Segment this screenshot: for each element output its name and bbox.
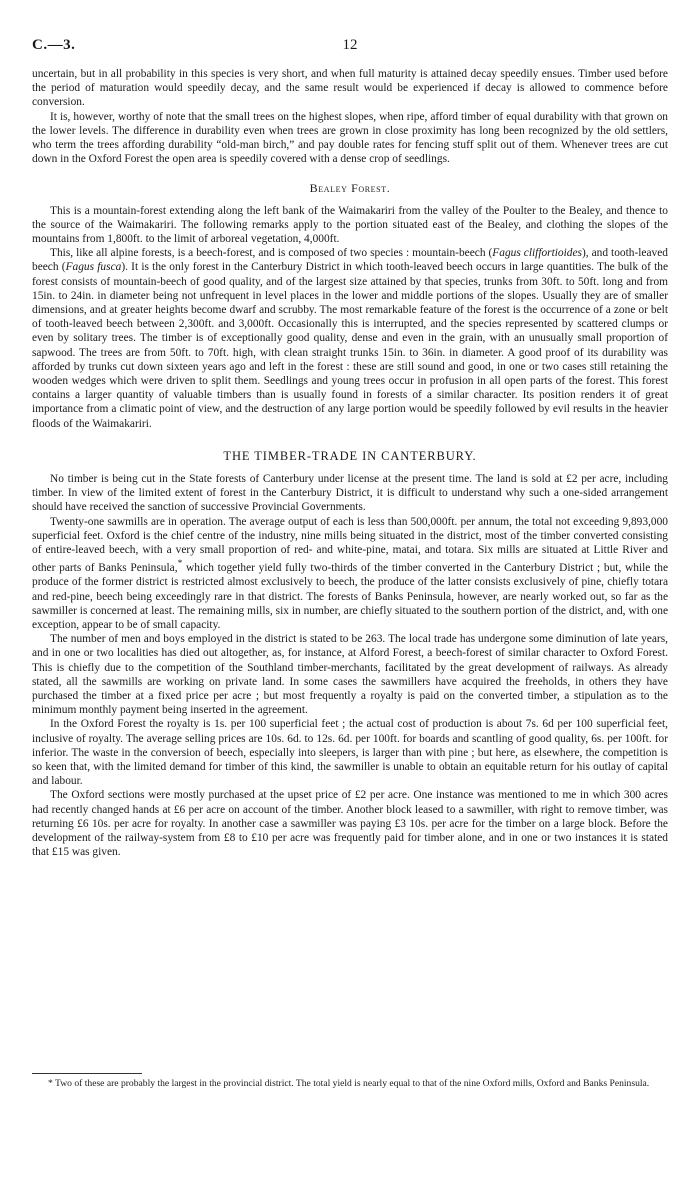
document-reference: C.—3.	[32, 37, 76, 53]
species-name: Fagus cliffortioides	[492, 247, 582, 260]
section-heading-bealey-forest: Bealey Forest.	[309, 181, 391, 196]
page-header	[32, 38, 668, 58]
paragraph: In the Oxford Forest the royalty is 1s. per 100 superficial feet ; the actual cost of production is about 7s. 6d per 100 superficial feet, inclusive of royalty. The average selling prices are 10s. 6d. to 12s. 6d. per 100ft. for boards and scantling of good quality, 6s. per 100ft. for inferior. The waste in the conversion of beech, especially into sleepers, is larger than with pine ; but here, as elsewhere, the competition is so keen that, with the limited demand for timber of this kind, the sawmiller is unable to obtain an equitable return for his outlay of capital and labour.	[32, 718, 668, 788]
footnote: * Two of these are probably the largest in the provincial district. The total yield is nearly equal to that of the nine Oxford mills, Oxford and Banks Peninsula.	[48, 1078, 650, 1089]
paragraph: No timber is being cut in the State forests of Canterbury under license at the present time. The land is sold at £2 per acre, including timber. In view of the limited extent of forest in the Canterbury District, it is difficult to understand why such a one-sided arrangement should have received the sanction of successive Provincial Governments.	[32, 473, 668, 514]
text-run: ), and tooth-leaved beech (	[32, 247, 668, 274]
text-run: Twenty-one sawmills are in operation. The average output of each is less than 500,000ft. per annum, the total not exceeding 9,893,000 superficial feet. Oxford is the chief centre of the industry, nine mills being situated in the district, most of the timber converted consisting of entire-leaved beech, with a very small proportion of red- and white-pine, matai, and totara. Six mills are situated at Little River and other parts of Banks Peninsula,	[32, 515, 668, 575]
paragraph: It is, however, worthy of note that the small trees on the highest slopes, when ripe, afford timber of equal durability with that grown on the lower levels. The difference in durability even when trees are grown in close proximity has long been recognized by the old settlers, who term the trees affording durability “old-man birch,” and pay double rates for fencing stuff split out of them. Whenever trees are cut down in the Oxford Forest the open area is speedily covered with a dense crop of seedlings.	[32, 110, 668, 166]
paragraph-species	[32, 246, 668, 431]
page-number: 12	[342, 37, 358, 53]
paragraph-sawmills	[32, 515, 668, 632]
paragraph: This is a mountain-forest extending along the left bank of the Waimakariri from the valley of the Poulter to the Bealey, and thence to the source of the Waimakariri. The following remarks apply to the portion situated east of the Bealey, and clothing the slopes of the mountains from 1,800ft. to the limit of arboreal vegetation, 4,000ft.	[32, 204, 668, 246]
species-name: Fagus fusca	[65, 261, 122, 274]
section-heading-timber-trade: THE TIMBER-TRADE IN CANTERBURY.	[223, 448, 477, 463]
footnote-marker: *	[177, 559, 183, 570]
text-run: which together yield fully two-thirds of the timber converted in the Canterbury District ; but, while the produce of the former district is restricted almost exclusively to beech, the produce of the latter consists exclusively of pine, chiefly totara and red-pine, beech being exceedingly rare in that district. The forests of Banks Peninsula, however, are nearly worked out, so far as the sawmiller is concerned at least. The remaining mills, six in number, are chiefly situated to the southern portion of the district, and, with one exception, appear to be of small capacity.	[32, 562, 669, 631]
paragraph: uncertain, but in all probability in this species is very short, and when full maturity is attained decay speedily ensues. Timber used before the period of maturation would speedily decay, and the same result would be experienced if decay is allowed to commence before conversion.	[32, 68, 668, 109]
footnote-rule	[32, 1073, 142, 1074]
paragraph: The number of men and boys employed in the district is stated to be 263. The local trade has undergone some diminution of late years, and in one or two localities has died out altogether, as, for instance, at Alford Forest, a beech-forest of similar character to Oxford Forest. This is chiefly due to the competition of the Southland timber-merchants, facilitated by the great development of railways. As already stated, all the sawmills are working on private land. In some cases the sawmillers have acquired the freeholds, in others they have purchased the timber at a fixed price per acre ; but most frequently a royalty is paid on the converted timber, a stipulation as to the minimum monthly payment being inserted in the agreement.	[32, 633, 668, 717]
paragraph: The Oxford sections were mostly purchased at the upset price of £2 per acre. One instance was mentioned to me in which 300 acres had recently changed hands at £6 per acre on account of the timber. Another block leased to a sawmiller, with right to remove timber, was returning £6 10s. per acre for royalty. In another case a sawmiller was paying £3 10s. per acre for the timber on a large block. Before the development of the railway-system from £8 to £10 per acre was frequently paid for timber alone, and in one or two instances it is stated that £15 was given.	[32, 789, 668, 859]
text-run: ). It is the only forest in the Canterbury District in which tooth-leaved beech occurs in large quantities. The bulk of the forest consists of mountain-beech of good quality, and of the largest size attained by that species, trunks from 30ft. to 50ft. long and from 15in. to 24in. in diameter being not unfrequent in level places in the lower and middle portions of the slopes. Usually they are of smaller dimensions, and at greater heights become dwarf and scrubby. The most remarkable feature of the forest is the occurrence of a zone or belt of tooth-leaved beech between 2,300ft. and 3,000ft. Occasionally this is interrupted, and the species represented by scattered clumps or even by solitary trees. The timber is of exceptionally good quality, dense and even in the grain, with an unusually small proportion of sapwood. The trees are from 50ft. to 70ft. high, with clean straight trunks 15in. to 36in. in diameter. A good proof of its durability was afforded by trunks cut down sixteen years ago and left in the forest : these are still sound and good, in one or two cases still retaining the wooden wedges which were driven to split them. Seedlings and young trees occur in profusion in all open parts of the forest. This forest contains a larger quantity of valuable timbers than is usually found in forests of a similar character. Its position renders it of great importance from a climatic point of view, and the destruction of any large portion would be speedily followed by evil results in the heavier floods of the Waimakariri.	[32, 261, 668, 430]
document-body	[32, 67, 668, 859]
text-run: This, like all alpine forests, is a beech-forest, and is composed of two species : mountain-beech (	[50, 247, 493, 260]
